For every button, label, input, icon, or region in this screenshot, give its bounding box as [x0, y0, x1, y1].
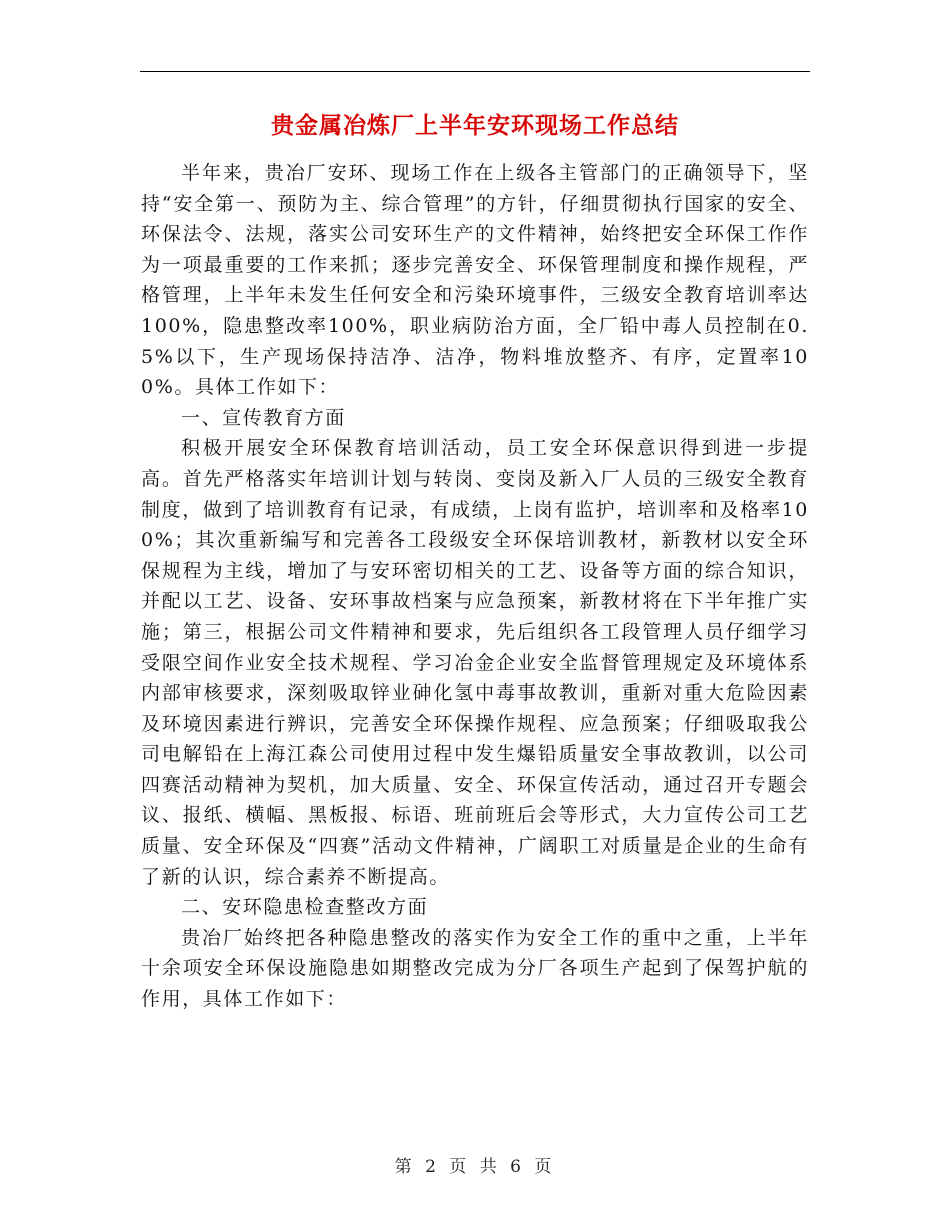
section-heading-hazard-rectification: 二、安环隐患检查整改方面 [181, 896, 429, 919]
section-heading-publicity-education: 一、宣传教育方面 [181, 406, 346, 429]
page-number: 第 2 页 共 6 页 [394, 1157, 556, 1177]
hazard-rectification-paragraph: 贵冶厂始终把各种隐患整改的落实作为安全工作的重中之重，上半年十余项安全环保设施隐患如期整改完成为分厂各项生产起到了保驾护航的作用，具体工作如下： [141, 926, 809, 1011]
publicity-education-paragraph: 积极开展安全环保教育培训活动，员工安全环保意识得到进一步提高。首先严格落实年培训计划与转岗、变岗及新入厂人员的三级安全教育制度，做到了培训教育有记录，有成绩，上岗有监护，培训率和及格率100%；其次重新编写和完善各工段级安全环保培训教材，新教材以安全环保规程为主线，增加了与安环密切相关的工艺、设备等方面的综合知识，并配以工艺、设备、安环事故档案与应急预案，新教材将在下半年推广实施；第三，根据公司文件精神和要求，先后组织各工段管理人员仔细学习受限空间作业安全技术规程、学习冶金企业安全监督管理规定及环境体系内部审核要求，深刻吸取锌业砷化氢中毒事故教训，重新对重大危险因素及环境因素进行辨识，完善安全环保操作规程、应急预案；仔细吸取我公司电解铅在上海江森公司使用过程中发生爆铅质量安全事故教训，以公司四赛活动精神为契机，加大质量、安全、环保宣传活动，通过召开专题会议、报纸、横幅、黑板报、标语、班前班后会等形式，大力宣传公司工艺质量、安全环保及“四赛”活动文件精神，广阔职工对质量是企业的生命有了新的认识，综合素养不断提高。 [141, 437, 809, 888]
intro-paragraph: 半年来，贵冶厂安环、现场工作在上级各主管部门的正确领导下，坚持“安全第一、预防为主、综合管理”的方针，仔细贯彻执行国家的安全、环保法令、法规，落实公司安环生产的文件精神，始终把安全环保工作作为一项最重要的工作来抓；逐步完善安全、环保管理制度和操作规程，严格管理，上半年未发生任何安全和污染环境事件，三级安全教育培训率达100%，隐患整改率100%，职业病防治方面，全厂铅中毒人员控制在0.5%以下，生产现场保持洁净、洁净，物料堆放整齐、有序，定置率100%。具体工作如下： [141, 162, 809, 399]
header-rule [140, 71, 810, 72]
document-body [141, 104, 809, 1015]
document-title: 贵金属冶炼厂上半年安环现场工作总结 [271, 112, 679, 139]
